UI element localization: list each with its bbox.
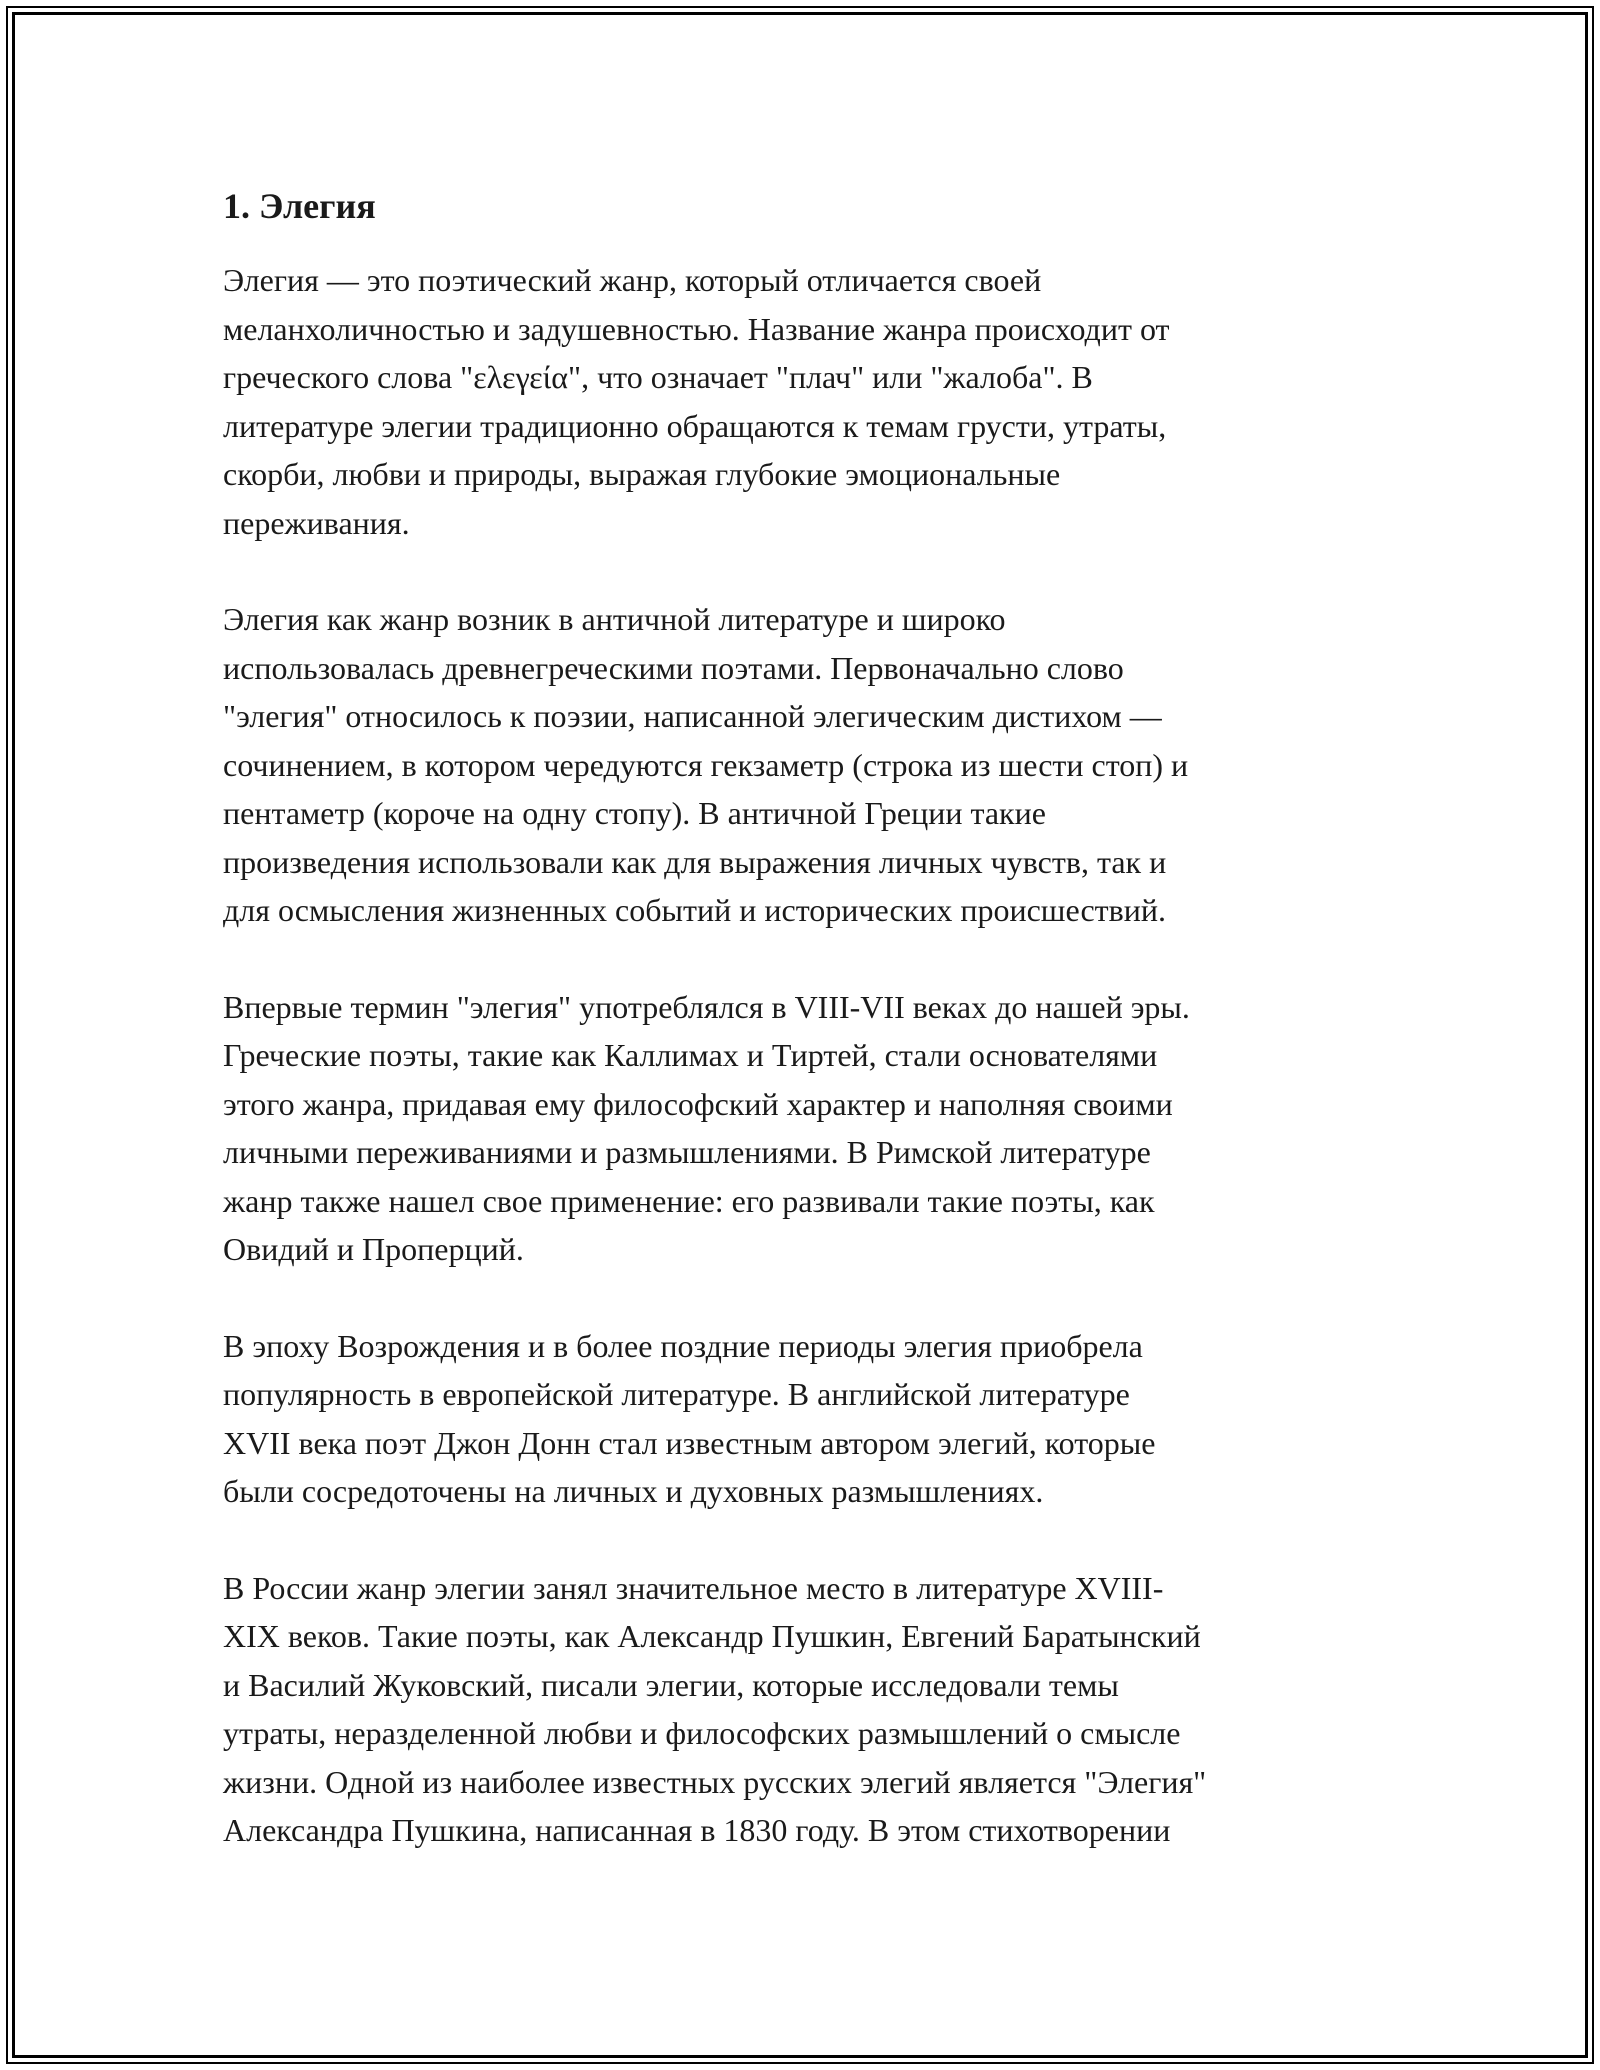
paragraph-line: жизни. Одной из наиболее известных русских элегий является "Элегия"	[223, 1763, 1207, 1800]
paragraph-line: утраты, неразделенной любви и философских размышлений о смысле	[223, 1715, 1181, 1751]
paragraph-line: Овидий и Проперций.	[223, 1231, 524, 1267]
paragraph-line: Элегия как жанр возник в античной литературе и широко	[223, 601, 1006, 637]
paragraph-line: для осмысления жизненных событий и исторических происшествий.	[223, 892, 1166, 928]
paragraph-line: скорби, любви и природы, выражая глубокие эмоциональные	[223, 456, 1061, 492]
paragraph-line: XIX веков. Такие поэты, как Александр Пушкин, Евгений Баратынский	[223, 1618, 1201, 1654]
paragraph-russia	[223, 1564, 1403, 1855]
paragraph-term-origin	[223, 983, 1403, 1274]
paragraph-line: Александра Пушкина, написанная в 1830 году. В этом стихотворении	[223, 1812, 1171, 1848]
paragraph-definition	[223, 256, 1403, 547]
paragraph-line: были сосредоточены на личных и духовных размышлениях.	[223, 1473, 1044, 1509]
paragraph-line: В эпоху Возрождения и в более поздние периоды элегия приобрела	[223, 1327, 1143, 1364]
paragraph-line: Греческие поэты, такие как Каллимах и Тиртей, стали основателями	[223, 1037, 1158, 1073]
paragraph-line: В России жанр элегии занял значительное место в литературе XVIII-	[223, 1569, 1164, 1606]
paragraph-line: личными переживаниями и размышлениями. В Римской литературе	[223, 1134, 1151, 1170]
paragraph-antiquity	[223, 595, 1403, 935]
paragraph-line: популярность в европейской литературе. В английской литературе	[223, 1376, 1130, 1412]
paragraph-line: переживания.	[223, 504, 410, 541]
paragraph-line: литературе элегии традиционно обращаются к темам грусти, утраты,	[223, 407, 1167, 444]
section-title: 1. Элегия	[223, 186, 376, 226]
paragraph-line: сочинением, в котором чередуются гекзаметр (строка из шести стоп) и	[223, 746, 1189, 783]
paragraph-line: пентаметр (короче на одну стопу). В античной Греции такие	[223, 795, 1046, 831]
paragraph-line: меланхоличностью и задушевностью. Название жанра происходит от	[223, 310, 1170, 347]
paragraph-line: "элегия" относилось к поэзии, написанной элегическим дистихом —	[223, 698, 1162, 734]
document-body	[223, 182, 1403, 1903]
paragraph-line: XVII века поэт Джон Донн стал известным автором элегий, которые	[223, 1424, 1156, 1461]
paragraph-line: Элегия — это поэтический жанр, который отличается своей	[223, 262, 1042, 298]
paragraph-renaissance	[223, 1322, 1403, 1516]
paragraph-line: Впервые термин "элегия" употреблялся в VIII-VII веках до нашей эры.	[223, 988, 1190, 1025]
paragraph-line: этого жанра, придавая ему философский характер и наполняя своими	[223, 1085, 1173, 1122]
paragraph-line: использовалась древнегреческими поэтами. Первоначально слово	[223, 649, 1124, 686]
paragraph-line: греческого слова "ελεγεία", что означает "плач" или "жалоба". В	[223, 359, 1093, 395]
paragraph-line: жанр также нашел свое применение: его развивали такие поэты, как	[223, 1182, 1155, 1219]
paragraph-line: и Василий Жуковский, писали элегии, которые исследовали темы	[223, 1666, 1119, 1703]
paragraph-line: произведения использовали как для выражения личных чувств, так и	[223, 843, 1167, 880]
